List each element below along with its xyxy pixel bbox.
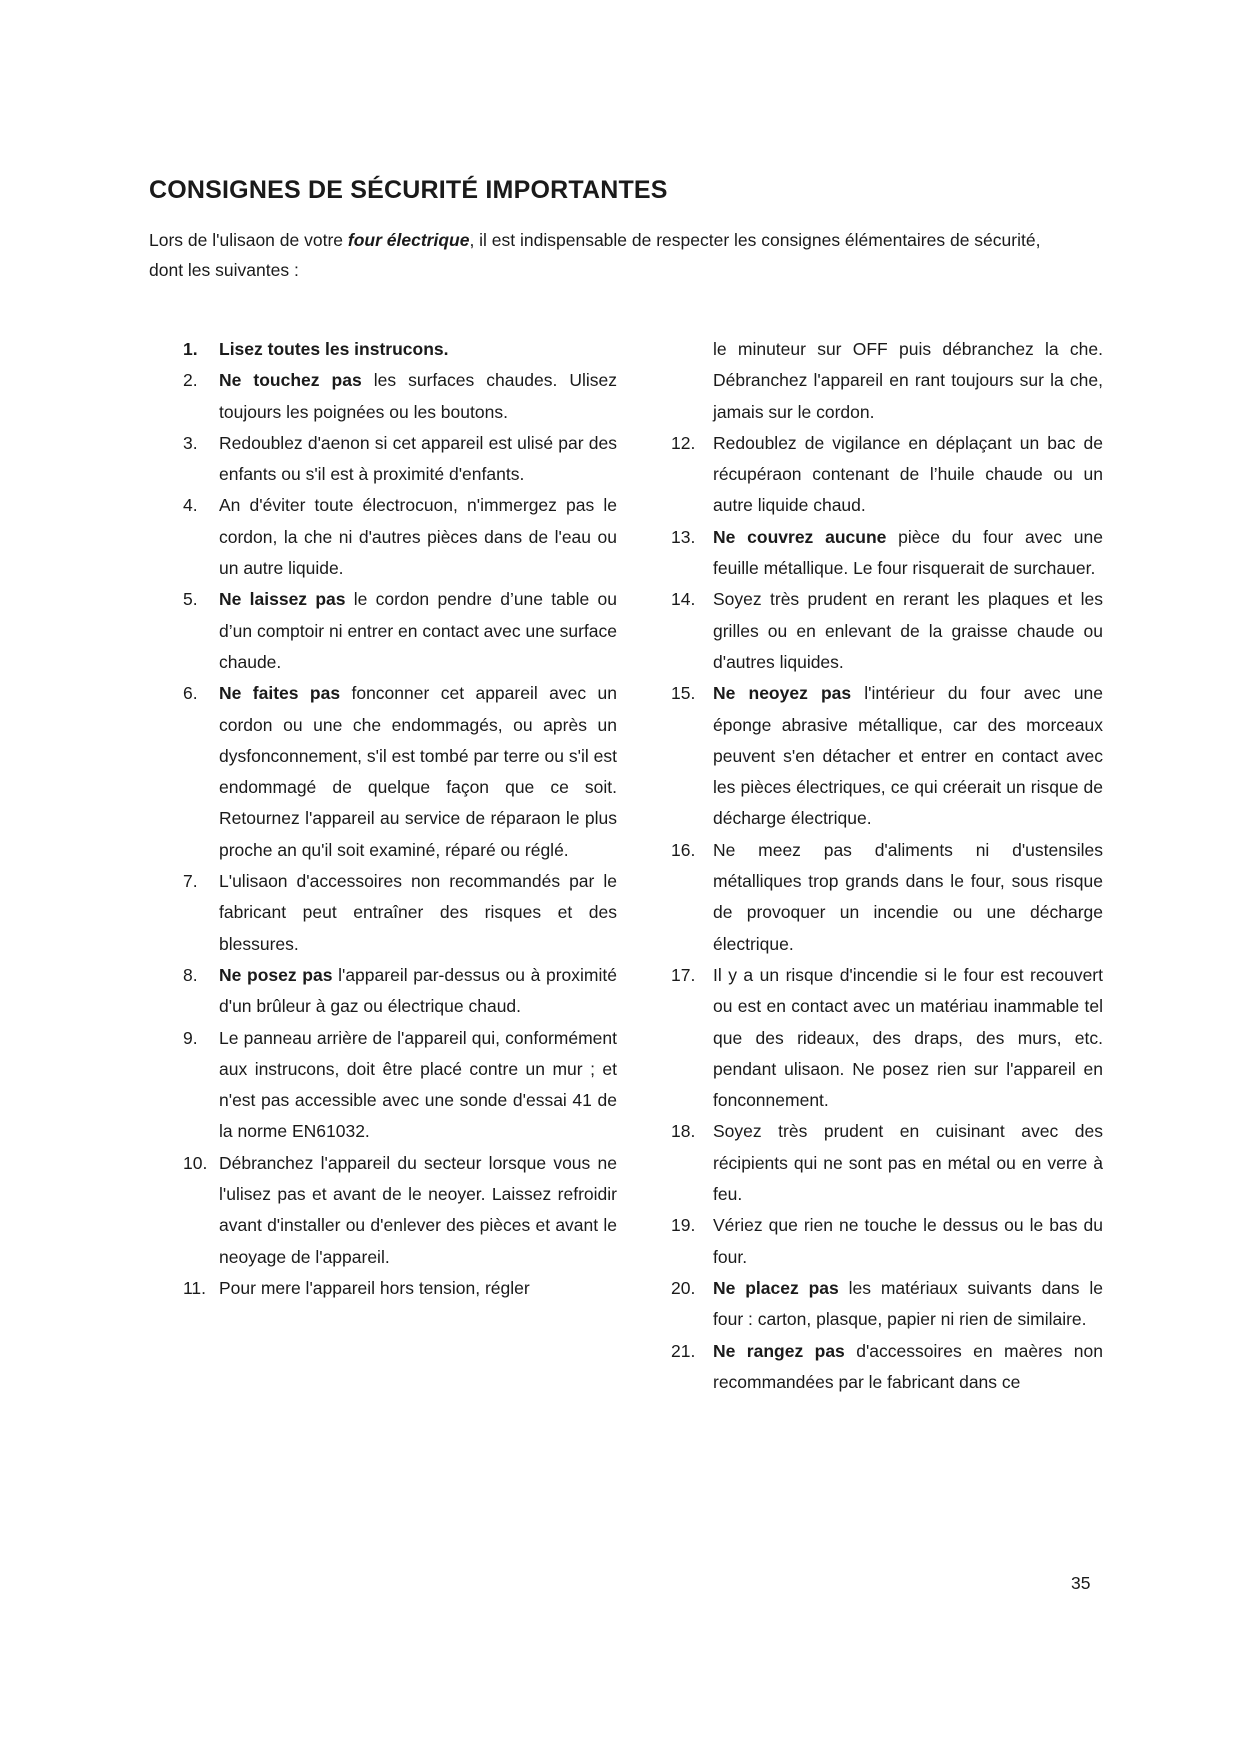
item-number: 13. xyxy=(671,526,696,547)
list-item xyxy=(673,522,1103,585)
list-item xyxy=(673,1210,1103,1273)
item-text: Vériez que rien ne touche le dessus ou le bas du four. xyxy=(713,1215,1103,1267)
item-text: An d'éviter toute électrocuon, n'immergez pas le cordon, la che ni d'autres pièces dans de l'eau ou un autre liquide. xyxy=(219,495,617,579)
item-bold-text: Lisez toutes les instrucons. xyxy=(219,339,449,359)
list-item xyxy=(183,365,617,428)
item-number: 10. xyxy=(183,1152,208,1173)
item-text: l'intérieur du four avec une éponge abrasive métallique, car des morceaux peuvent s'en détacher et entrer en contact avec les pièces électriques, ce qui créerait un risque de décharge électrique. xyxy=(713,683,1104,829)
list-item xyxy=(183,1023,617,1148)
item-text: Pour mere l'appareil hors tension, régler xyxy=(219,1277,530,1298)
item-bold-text: Ne faites pas xyxy=(219,683,341,704)
list-item xyxy=(183,428,617,491)
list-item xyxy=(183,490,617,584)
item-bold-text: Ne rangez pas xyxy=(713,1340,845,1361)
item-text: d'accessoires en maères non recommandées par le fabricant dans ce xyxy=(713,1340,1104,1392)
item-text: les matériaux suivants dans le four : carton, plasque, papier ni rien de similaire. xyxy=(713,1277,1103,1330)
item-text: Redoublez de vigilance en déplaçant un bac de récupéraon contenant de l’huile chaude ou un autre liquide chaud. xyxy=(713,432,1103,516)
item-number: 9. xyxy=(183,1027,198,1048)
item-text: le minuteur sur OFF puis débranchez la che. Débranchez l'appareil en rant toujours sur la che, jamais sur le cordon. xyxy=(713,339,1103,422)
item-text: Soyez très prudent en cuisinant avec des récipients qui ne sont pas en métal ou en verre à feu. xyxy=(713,1121,1103,1205)
list-item xyxy=(673,1336,1103,1399)
item-text: fonconner cet appareil avec un cordon ou une che endommagés, ou après un dysfonconnement, s'il est tombé par terre ou s'il est endommagé de quelque façon que ce soit. Retournez l'appareil au service de réparaon le plus proche an qu'il soit examiné, réparé ou réglé. xyxy=(219,683,617,860)
item-number: 14. xyxy=(671,589,696,610)
list-item xyxy=(673,1116,1103,1210)
intro-emphasis: four électrique xyxy=(347,230,470,250)
page-number: 35 xyxy=(1071,1573,1091,1593)
item-text: les surfaces chaudes. Ulisez toujours les poignées ou les boutons. xyxy=(219,370,617,422)
item-number: 18. xyxy=(671,1121,696,1142)
item-number: 11. xyxy=(183,1277,207,1298)
list-item xyxy=(673,428,1103,522)
item-number: 6. xyxy=(183,683,198,704)
list-item xyxy=(183,866,617,960)
item-number: 4. xyxy=(183,495,198,516)
item-bold-text: Ne posez pas xyxy=(219,964,333,985)
intro-text-before: Lors de l'ulisaon de votre xyxy=(149,230,348,250)
list-item xyxy=(183,334,617,365)
item-number: 21. xyxy=(671,1340,696,1361)
item-number: 19. xyxy=(671,1215,696,1236)
item-number: 1. xyxy=(183,339,198,359)
item-text: pièce du four avec une feuille métallique. Le four risquerait de surchauer. xyxy=(713,526,1103,579)
left-column xyxy=(183,334,617,1304)
item-text: Le panneau arrière de l'appareil qui, conformément aux instrucons, doit être placé contre un mur ; et n'est pas accessible avec une sonde d'essai 41 de la norme EN61032. xyxy=(219,1027,617,1142)
item-bold-text: Ne touchez pas xyxy=(219,370,362,391)
intro-paragraph xyxy=(149,225,1079,285)
item-number: 16. xyxy=(671,839,696,860)
item-number: 12. xyxy=(671,432,696,453)
item-number: 17. xyxy=(671,964,696,985)
intro-text-after: , il est indispensable de respecter les consignes élémentaires de sécurité, dont les suivantes : xyxy=(149,230,1041,280)
list-item xyxy=(673,584,1103,678)
list-item xyxy=(673,835,1103,960)
item-bold-text: Ne placez pas xyxy=(713,1277,839,1298)
item-text: Il y a un risque d'incendie si le four est recouvert ou est en contact avec un matériau inammable tel que des rideaux, des draps, des murs, etc. pendant ulisaon. Ne posez rien sur l'appareil en fonconnement. xyxy=(713,964,1103,1111)
item-number: 2. xyxy=(183,370,198,391)
item-text: Ne meez pas d'aliments ni d'ustensiles métalliques trop grands dans le four, sous risque de provoquer un incendie ou une décharge électrique. xyxy=(713,839,1103,954)
item-number: 15. xyxy=(671,683,696,704)
list-item xyxy=(183,960,617,1023)
item-number: 5. xyxy=(183,589,198,610)
item-text: l'appareil par-dessus ou à proximité d'un brûleur à gaz ou électrique chaud. xyxy=(219,964,617,1017)
item-text: le cordon pendre d’une table ou d’un comptoir ni entrer en contact avec une surface chaude. xyxy=(219,589,617,672)
list-item xyxy=(183,584,617,678)
item-text: L'ulisaon d'accessoires non recommandés par le fabricant peut entraîner des risques et des blessures. xyxy=(219,871,617,954)
item-text: Soyez très prudent en rerant les plaques et les grilles ou en enlevant de la graisse chaude ou d'autres liquides. xyxy=(713,589,1103,672)
list-item xyxy=(183,1148,617,1273)
item-number: 20. xyxy=(671,1277,696,1298)
list-item xyxy=(673,1273,1103,1336)
list-item xyxy=(673,960,1103,1116)
item-number: 7. xyxy=(183,871,198,892)
item-bold-text: Ne laissez pas xyxy=(219,589,346,610)
item-bold-text: Ne couvrez aucune xyxy=(713,526,887,547)
right-column xyxy=(673,334,1103,1398)
item-text: Redoublez d'aenon si cet appareil est ulisé par des enfants ou s'il est à proximité d'enfants. xyxy=(219,432,617,485)
list-item-continued xyxy=(673,334,1103,428)
item-number: 8. xyxy=(183,964,198,985)
list-item xyxy=(183,1273,617,1304)
item-number: 3. xyxy=(183,432,198,453)
list-item xyxy=(673,678,1103,834)
item-bold-text: Ne neoyez pas xyxy=(713,683,852,704)
page-title: CONSIGNES DE SÉCURITÉ IMPORTANTES xyxy=(149,176,668,204)
list-item xyxy=(183,678,617,866)
item-text: Débranchez l'appareil du secteur lorsque vous ne l'ulisez pas et avant de le neoyer. Laissez refroidir avant d'installer ou d'enlever des pièces et avant le neoyage de l'appareil. xyxy=(219,1152,617,1267)
